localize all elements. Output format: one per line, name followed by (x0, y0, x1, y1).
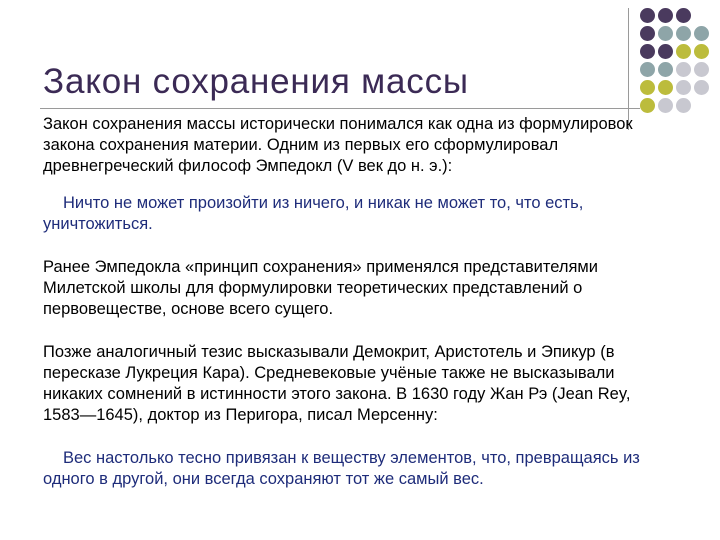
decor-dot (658, 62, 673, 77)
decor-vertical-line (628, 8, 629, 130)
decor-dot (640, 98, 655, 113)
quote-empedocles: Ничто не может произойти из ничего, и никак не может то, что есть, уничтожиться. (43, 194, 584, 233)
decor-dot (640, 80, 655, 95)
decor-dot (640, 8, 655, 23)
decor-dot (694, 26, 709, 41)
decor-dot (640, 62, 655, 77)
decor-dot (676, 80, 691, 95)
paragraph-intro: Закон сохранения массы исторически понимался как одна из формулировок закона сохранения материи. Одним из первых его сформулировал древнегреческий философ Эмпедокл (V век до н. э.): (43, 115, 633, 175)
decor-dot (676, 98, 691, 113)
decor-dot (676, 62, 691, 77)
decor-dot (658, 8, 673, 23)
decor-dot (658, 26, 673, 41)
decor-dot (658, 98, 673, 113)
decor-dot (640, 26, 655, 41)
decor-dot (694, 44, 709, 59)
title-underline (40, 108, 640, 109)
decor-dot (658, 44, 673, 59)
decor-dot (676, 8, 691, 23)
decor-dot (640, 44, 655, 59)
decor-dot (676, 26, 691, 41)
decor-dot (694, 80, 709, 95)
quote-rey: Вес настолько тесно привязан к веществу элементов, что, превращаясь из одного в другой, они всегда сохраняют тот же самый вес. (43, 449, 640, 488)
slide-body (43, 114, 643, 490)
slide-title: Закон сохранения массы (43, 62, 469, 101)
decor-dot (658, 80, 673, 95)
decor-dot (694, 62, 709, 77)
decor-dot (676, 44, 691, 59)
paragraph-miletus: Ранее Эмпедокла «принцип сохранения» применялся представителями Милетской школы для формулировки теоретических представлений о первовеществе, основе всего сущего. (43, 258, 598, 318)
paragraph-later: Позже аналогичный тезис высказывали Демокрит, Аристотель и Эпикур (в пересказе Лукреция Кара). Средневековые учёные также не высказывали никаких сомнений в истинности этого закона. В 1630 году Жан Рэ (Jean Rey, 1583—1645), доктор из Перигора, писал Мерсенну: (43, 343, 631, 424)
